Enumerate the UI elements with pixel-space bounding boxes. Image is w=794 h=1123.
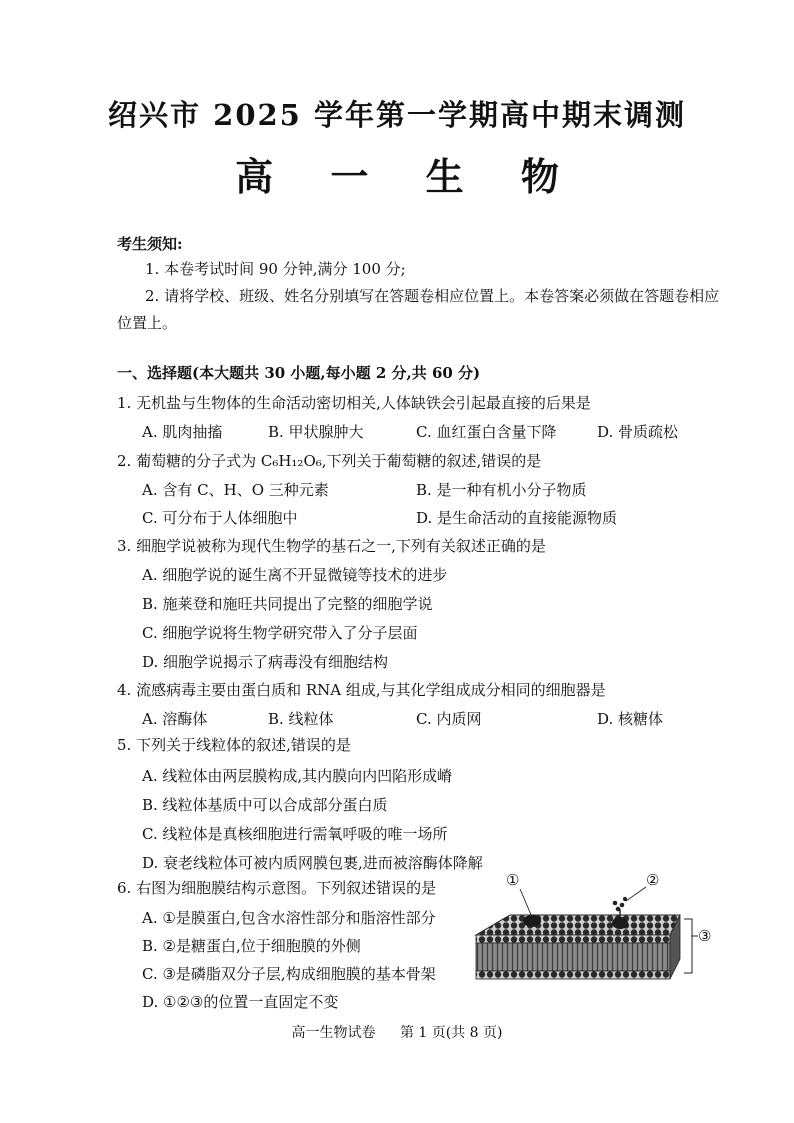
- figure-label-1: ①: [506, 871, 520, 889]
- page-footer: [0, 1022, 794, 1042]
- footer-exam-name: 高一生物试卷: [291, 1025, 376, 1041]
- question-4-option-c: C. 内质网: [416, 710, 482, 728]
- cell-membrane-diagram: [470, 873, 720, 1003]
- question-6-option-c: C. ③是磷脂双分子层,构成细胞膜的基本骨架: [142, 965, 436, 983]
- question-5-option-c: C. 线粒体是真核细胞进行需氧呼吸的唯一场所: [142, 825, 448, 843]
- question-1-option-c: C. 血红蛋白含量下降: [416, 423, 557, 441]
- footer-page-number: 第 1 页(共 8 页): [399, 1025, 503, 1041]
- figure-label-3: ③: [698, 927, 712, 945]
- question-2-option-b: B. 是一种有机小分子物质: [416, 481, 587, 499]
- section-heading: 一、选择题(本大题共 30 小题,每小题 2 分,共 60 分): [117, 364, 481, 382]
- question-5-option-d: D. 衰老线粒体可被内质网膜包裹,进而被溶酶体降解: [142, 854, 483, 872]
- figure-label-2: ②: [646, 871, 660, 889]
- notice-item-2-line-1: 2. 请将学校、班级、姓名分别填写在答题卷相应位置上。本卷答案必须做在答题卷相应: [145, 287, 720, 305]
- notice-heading: 考生须知:: [117, 235, 183, 253]
- question-4-stem: 4. 流感病毒主要由蛋白质和 RNA 组成,与其化学组成成分相同的细胞器是: [117, 681, 606, 699]
- question-4-option-d: D. 核糖体: [597, 710, 664, 728]
- question-2-stem: 2. 葡萄糖的分子式为 C₆H₁₂O₆,下列关于葡萄糖的叙述,错误的是: [117, 452, 542, 470]
- question-1-option-a: A. 肌肉抽搐: [142, 423, 223, 441]
- subject-title: 高 一 生 物: [235, 154, 581, 199]
- question-2-option-a: A. 含有 C、H、O 三种元素: [142, 481, 329, 499]
- question-3-option-b: B. 施莱登和施旺共同提出了完整的细胞学说: [142, 595, 433, 613]
- question-3-option-a: A. 细胞学说的诞生离不开显微镜等技术的进步: [142, 566, 448, 584]
- question-4-option-b: B. 线粒体: [268, 710, 334, 728]
- question-4-option-a: A. 溶酶体: [142, 710, 208, 728]
- question-1-option-b: B. 甲状腺肿大: [268, 423, 364, 441]
- question-3-stem: 3. 细胞学说被称为现代生物学的基石之一,下列有关叙述正确的是: [117, 537, 546, 555]
- question-3-option-d: D. 细胞学说揭示了病毒没有细胞结构: [142, 653, 389, 671]
- question-2-option-c: C. 可分布于人体细胞中: [142, 509, 298, 527]
- question-6-option-a: A. ①是膜蛋白,包含水溶性部分和脂溶性部分: [142, 909, 436, 927]
- question-1-stem: 1. 无机盐与生物体的生命活动密切相关,人体缺铁会引起最直接的后果是: [117, 394, 591, 412]
- question-3-option-c: C. 细胞学说将生物学研究带入了分子层面: [142, 624, 418, 642]
- question-5-option-a: A. 线粒体由两层膜构成,其内膜向内凹陷形成嵴: [142, 767, 453, 785]
- question-5-stem: 5. 下列关于线粒体的叙述,错误的是: [117, 736, 351, 754]
- question-2-option-d: D. 是生命活动的直接能源物质: [416, 509, 618, 527]
- question-6-stem: 6. 右图为细胞膜结构示意图。下列叙述错误的是: [117, 879, 437, 897]
- notice-item-1: 1. 本卷考试时间 90 分钟,满分 100 分;: [145, 260, 406, 278]
- exam-title: 绍兴市 2025 学年第一学期高中期末调测: [108, 98, 686, 132]
- notice-item-2-line-2: 位置上。: [117, 314, 178, 332]
- question-5-option-b: B. 线粒体基质中可以合成部分蛋白质: [142, 796, 388, 814]
- question-6-option-d: D. ①②③的位置一直固定不变: [142, 993, 339, 1011]
- question-6-option-b: B. ②是糖蛋白,位于细胞膜的外侧: [142, 937, 361, 955]
- question-1-option-d: D. 骨质疏松: [597, 423, 679, 441]
